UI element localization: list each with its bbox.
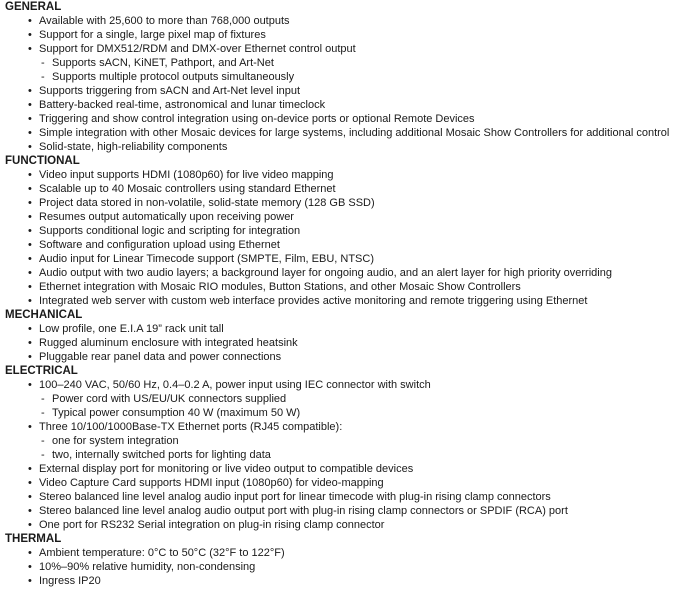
bullet-icon: • [28, 351, 32, 363]
bullet-icon: • [28, 519, 32, 531]
list-item-text: Available with 25,600 to more than 768,000 outputs [39, 15, 290, 27]
section-list-mechanical [5, 322, 678, 364]
list-item [5, 294, 678, 308]
list-item [5, 560, 678, 574]
bullet-icon: • [28, 281, 32, 293]
bullet-icon: • [28, 211, 32, 223]
list-item [5, 574, 678, 588]
list-item-text: Resumes output automatically upon receiving power [39, 211, 294, 223]
list-item [5, 196, 678, 210]
list-item-text: 100–240 VAC, 50/60 Hz, 0.4–0.2 A, power input using IEC connector with switch [39, 379, 431, 391]
dash-icon: - [41, 449, 45, 461]
list-item-text: Support for DMX512/RDM and DMX-over Ethernet control output [39, 43, 356, 55]
list-item [5, 168, 678, 182]
list-item [5, 476, 678, 490]
bullet-icon: • [28, 267, 32, 279]
list-item [5, 420, 678, 434]
list-item-text: Ethernet integration with Mosaic RIO modules, Button Stations, and other Mosaic Show Controllers [39, 281, 521, 293]
bullet-icon: • [28, 29, 32, 41]
list-item [5, 182, 678, 196]
bullet-icon: • [28, 197, 32, 209]
list-item-text: Audio input for Linear Timecode support (SMPTE, Film, EBU, NTSC) [39, 253, 375, 265]
list-item-text: Audio output with two audio layers; a background layer for ongoing audio, and an alert layer for high priority overriding [39, 267, 612, 279]
list-item [5, 378, 678, 392]
sub-list-item [5, 448, 678, 462]
list-item-text: Low profile, one E.I.A 19” rack unit tall [39, 323, 224, 335]
bullet-icon: • [28, 547, 32, 559]
list-item [5, 266, 678, 280]
list-item-text: Software and configuration upload using Ethernet [39, 239, 280, 251]
dash-icon: - [41, 407, 45, 419]
bullet-icon: • [28, 253, 32, 265]
list-item-text: Ambient temperature: 0°C to 50°C (32°F to 122°F) [39, 547, 285, 559]
list-item-text: Scalable up to 40 Mosaic controllers using standard Ethernet [39, 183, 336, 195]
list-item-text: Three 10/100/1000Base-TX Ethernet ports (RJ45 compatible): [39, 421, 343, 433]
bullet-icon: • [28, 491, 32, 503]
list-item [5, 336, 678, 350]
bullet-icon: • [28, 169, 32, 181]
list-item-text: Video input supports HDMI (1080p60) for live video mapping [39, 169, 334, 181]
bullet-icon: • [28, 15, 32, 27]
section-list-functional [5, 168, 678, 308]
bullet-icon: • [28, 477, 32, 489]
list-item [5, 252, 678, 266]
list-item [5, 322, 678, 336]
bullet-icon: • [28, 99, 32, 111]
list-item [5, 126, 678, 140]
sub-list-item-text: Typical power consumption 40 W (maximum 50 W) [52, 407, 301, 419]
list-item-text: Project data stored in non-volatile, solid-state memory (128 GB SSD) [39, 197, 375, 209]
bullet-icon: • [28, 323, 32, 335]
list-item-text: Stereo balanced line level analog audio input port for linear timecode with plug-in rising clamp connectors [39, 491, 551, 503]
list-item-text: Simple integration with other Mosaic devices for large systems, including additional Mosaic Show Controllers for additional control [39, 127, 670, 139]
list-item-text: Stereo balanced line level analog audio output port with plug-in rising clamp connectors or SPDIF (RCA) port [39, 505, 568, 517]
list-item [5, 98, 678, 112]
sub-list-item [5, 392, 678, 406]
list-item-text: Pluggable rear panel data and power connections [39, 351, 282, 363]
bullet-icon: • [28, 421, 32, 433]
sub-list-item-text: Supports sACN, KiNET, Pathport, and Art-Net [52, 57, 274, 69]
list-item [5, 280, 678, 294]
list-item-text: One port for RS232 Serial integration on plug-in rising clamp connector [39, 519, 385, 531]
bullet-icon: • [28, 239, 32, 251]
list-item [5, 210, 678, 224]
bullet-icon: • [28, 141, 32, 153]
dash-icon: - [41, 393, 45, 405]
sub-list-item [5, 70, 678, 84]
list-item-text: 10%–90% relative humidity, non-condensing [39, 561, 256, 573]
list-item-text: Integrated web server with custom web interface provides active monitoring and remote triggering using Ethernet [39, 295, 588, 307]
section-heading-mechanical: MECHANICAL [5, 309, 83, 321]
sub-list-item-text: Power cord with US/EU/UK connectors supplied [52, 393, 287, 405]
list-item-text: Triggering and show control integration using on-device ports or optional Remote Devices [39, 113, 475, 125]
sub-list-item [5, 56, 678, 70]
list-item [5, 518, 678, 532]
bullet-icon: • [28, 295, 32, 307]
list-item [5, 462, 678, 476]
dash-icon: - [41, 435, 45, 447]
list-item [5, 84, 678, 98]
list-item [5, 28, 678, 42]
bullet-icon: • [28, 561, 32, 573]
list-item-text: Video Capture Card supports HDMI input (1080p60) for video-mapping [39, 477, 384, 489]
bullet-icon: • [28, 225, 32, 237]
bullet-icon: • [28, 183, 32, 195]
list-item [5, 140, 678, 154]
section-list-general [5, 14, 678, 154]
bullet-icon: • [28, 43, 32, 55]
list-item [5, 546, 678, 560]
list-item [5, 504, 678, 518]
list-item-text: Supports conditional logic and scripting for integration [39, 225, 301, 237]
sub-list-item [5, 434, 678, 448]
section-heading-thermal: THERMAL [5, 533, 62, 545]
bullet-icon: • [28, 463, 32, 475]
list-item [5, 350, 678, 364]
sub-list-item-text: one for system integration [52, 435, 179, 447]
sub-list-item [5, 406, 678, 420]
section-list-thermal [5, 546, 678, 588]
list-item-text: Battery-backed real-time, astronomical and lunar timeclock [39, 99, 326, 111]
section-heading-general: GENERAL [5, 1, 62, 13]
list-item-text: Solid-state, high-reliability components [39, 141, 228, 153]
bullet-icon: • [28, 575, 32, 587]
sub-list-item-text: Supports multiple protocol outputs simultaneously [52, 71, 295, 83]
list-item [5, 14, 678, 28]
section-list-electrical [5, 378, 678, 532]
section-heading-electrical: ELECTRICAL [5, 365, 78, 377]
list-item-text: Rugged aluminum enclosure with integrated heatsink [39, 337, 298, 349]
bullet-icon: • [28, 505, 32, 517]
bullet-icon: • [28, 127, 32, 139]
list-item-text: External display port for monitoring or live video output to compatible devices [39, 463, 414, 475]
list-item [5, 490, 678, 504]
dash-icon: - [41, 57, 45, 69]
list-item-text: Support for a single, large pixel map of fixtures [39, 29, 266, 41]
bullet-icon: • [28, 113, 32, 125]
list-item [5, 112, 678, 126]
bullet-icon: • [28, 85, 32, 97]
section-heading-functional: FUNCTIONAL [5, 155, 80, 167]
list-item [5, 224, 678, 238]
sub-list-item-text: two, internally switched ports for lighting data [52, 449, 271, 461]
list-item [5, 42, 678, 56]
list-item-text: Supports triggering from sACN and Art-Net level input [39, 85, 301, 97]
list-item-text: Ingress IP20 [39, 575, 101, 587]
bullet-icon: • [28, 379, 32, 391]
list-item [5, 238, 678, 252]
bullet-icon: • [28, 337, 32, 349]
dash-icon: - [41, 71, 45, 83]
